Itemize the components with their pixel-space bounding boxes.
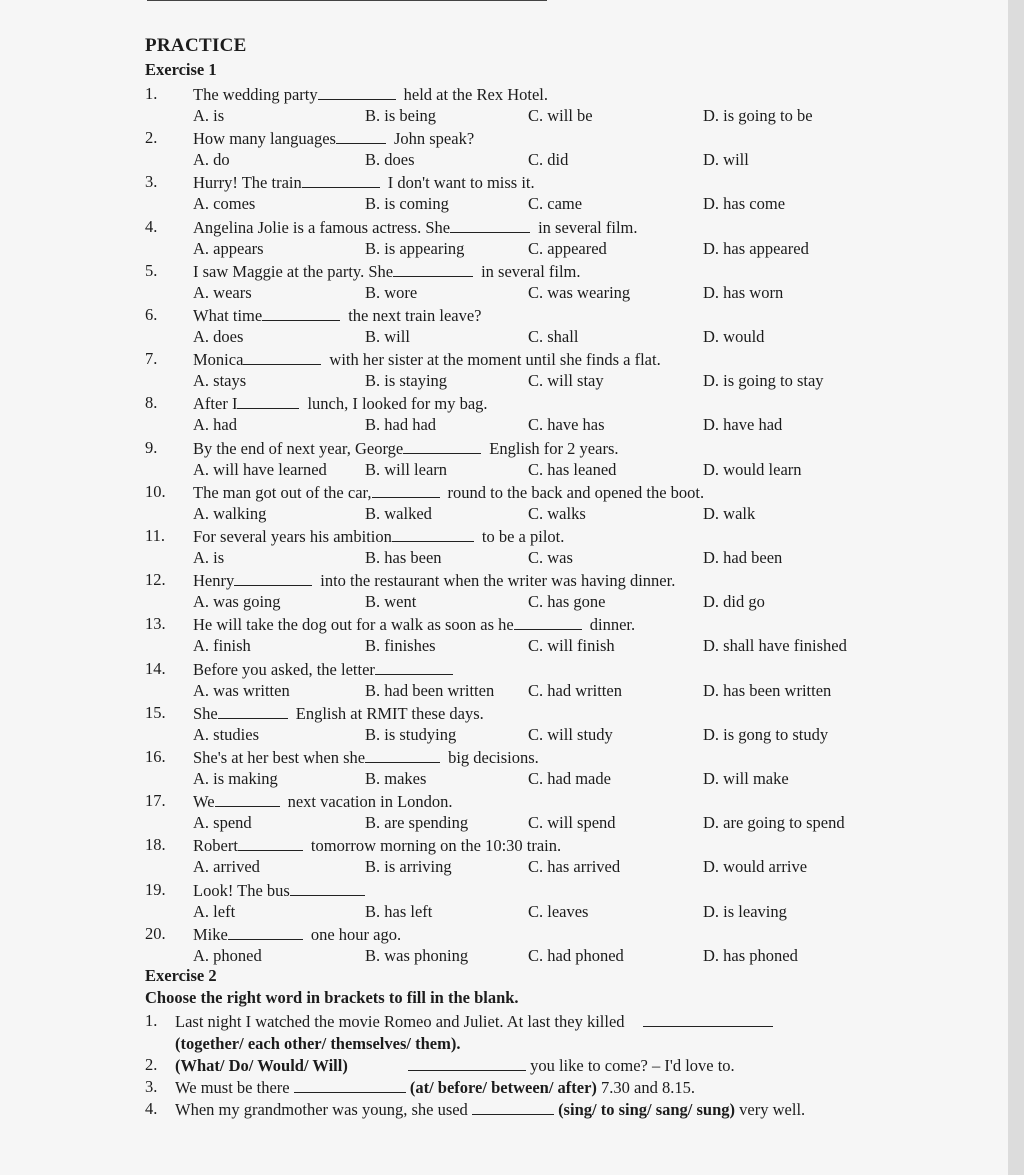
answer-blank[interactable] [643, 1010, 773, 1027]
option-c[interactable]: C. appeared [528, 238, 607, 258]
option-c[interactable]: C. walks [528, 503, 586, 523]
option-b[interactable]: B. is staying [365, 371, 448, 391]
question-text-end: the next train leave? [348, 306, 482, 325]
option-d[interactable]: D. would learn [703, 459, 802, 479]
option-c[interactable]: C. leaves [528, 901, 589, 921]
answer-blank[interactable] [302, 171, 380, 188]
answer-blank[interactable] [228, 923, 303, 940]
answer-blank[interactable] [234, 569, 312, 586]
question-text-end: dinner. [589, 615, 636, 635]
option-a[interactable]: A. left [193, 901, 236, 921]
answer-blank[interactable] [514, 613, 582, 630]
answer-blank[interactable] [238, 834, 303, 851]
question-number: 7. [145, 349, 158, 369]
question-14 [0, 658, 1008, 702]
question-stem [193, 746, 539, 769]
question-stem [193, 569, 675, 592]
question-text-end: to be a pilot. [481, 527, 565, 546]
question-18 [0, 834, 1008, 878]
question-number: 10. [145, 481, 166, 501]
question-stem [193, 437, 619, 460]
question-2 [0, 127, 1008, 171]
question-text: Before you asked, the letter [193, 659, 375, 679]
option-b[interactable]: B. has been [365, 548, 442, 567]
option-c[interactable]: C. will study [528, 724, 613, 744]
question-text: Hurry! The train [193, 173, 302, 193]
option-c[interactable]: C. had written [528, 680, 622, 700]
option-b[interactable]: B. is being [365, 106, 437, 125]
option-c[interactable]: C. has gone [528, 592, 606, 612]
option-d[interactable]: D. will [703, 150, 749, 170]
option-d[interactable]: D. have had [703, 415, 783, 435]
question-text: Look! The bus [193, 880, 290, 900]
question-stem [193, 127, 474, 150]
question-text-end: big decisions. [448, 748, 539, 767]
question-stem [193, 702, 484, 725]
ex2-item-text-end: 7.30 and 8.15. [601, 1078, 695, 1097]
ex2-item-options: (What/ Do/ Would/ Will) [175, 1056, 348, 1075]
option-b[interactable]: B. does [365, 150, 415, 170]
option-d[interactable]: D. had been [703, 548, 783, 567]
question-text: What time [193, 306, 263, 325]
option-a[interactable]: A. is making [193, 769, 278, 788]
question-text: He will take the dog out for a walk as soon as he [193, 615, 514, 635]
question-stem [193, 304, 482, 327]
ex2-item-1 [145, 1010, 875, 1055]
option-d[interactable]: D. walk [703, 503, 756, 523]
option-d[interactable]: D. is going to be [703, 106, 813, 125]
question-text: For several years his ambition [193, 527, 392, 546]
answer-blank[interactable] [262, 304, 340, 321]
question-stem [193, 481, 704, 504]
ex2-item-options: (at/ before/ between/ after) [409, 1078, 597, 1097]
question-text-end: next vacation in London. [287, 792, 453, 812]
answer-blank[interactable] [372, 481, 440, 498]
option-d[interactable]: D. would arrive [703, 857, 808, 877]
question-text: The man got out of the car, [193, 482, 372, 502]
option-b[interactable]: B. will [365, 327, 410, 346]
ex2-item-text-end: very well. [739, 1100, 806, 1119]
option-a[interactable]: A. wears [193, 282, 252, 302]
answer-blank[interactable] [408, 1054, 526, 1071]
question-text: After I [193, 394, 238, 414]
option-d[interactable]: D. is going to stay [703, 371, 824, 391]
question-stem [193, 216, 638, 239]
option-d[interactable]: D. did go [703, 592, 765, 612]
question-text: How many languages [193, 129, 336, 149]
question-text-end: John speak? [393, 129, 475, 149]
question-stem [193, 790, 453, 813]
option-a[interactable]: A. studies [193, 724, 259, 744]
answer-blank[interactable] [365, 746, 440, 763]
question-text-end: in several film. [538, 217, 638, 237]
option-b[interactable]: B. is coming [365, 194, 449, 214]
option-c[interactable]: C. came [528, 194, 583, 214]
answer-blank[interactable] [375, 658, 453, 675]
question-5 [0, 260, 1008, 304]
option-b[interactable]: B. has left [365, 901, 433, 921]
question-3 [0, 171, 1008, 215]
question-10 [0, 481, 1008, 525]
option-d[interactable]: D. shall have finished [703, 636, 847, 656]
option-d[interactable]: D. are going to spend [703, 813, 845, 833]
exercise-2-instruction: Choose the right word in brackets to fill in the blank. [145, 988, 519, 1007]
question-text-end: English at RMIT these days. [295, 703, 484, 723]
ex2-item-4 [145, 1098, 875, 1121]
ex2-item-text: Last night I watched the movie Romeo and Juliet. At last they killed [175, 1012, 625, 1031]
option-b[interactable]: B. finishes [365, 636, 436, 656]
option-a[interactable]: A. walking [193, 503, 267, 523]
option-a[interactable]: A. will have learned [193, 459, 327, 479]
answer-blank[interactable] [290, 879, 365, 896]
question-text-end: into the restaurant when the writer was having dinner. [320, 571, 676, 591]
option-a[interactable]: A. appears [193, 238, 264, 258]
option-d[interactable]: D. has worn [703, 282, 784, 302]
answer-blank[interactable] [237, 392, 299, 409]
question-20 [0, 923, 1008, 967]
option-c[interactable]: C. has arrived [528, 857, 621, 877]
question-stem [193, 260, 581, 283]
question-text-end: one hour ago. [310, 924, 402, 944]
question-6 [0, 304, 1008, 348]
question-stem [193, 392, 488, 415]
answer-blank[interactable] [393, 260, 473, 277]
question-number: 18. [145, 835, 166, 855]
question-15 [0, 702, 1008, 746]
option-a[interactable]: A. comes [193, 194, 256, 214]
question-text: She's at her best when she [193, 748, 366, 767]
ex2-item-number: 3. [145, 1077, 158, 1096]
question-text-end: held at the Rex Hotel. [403, 85, 548, 104]
top-rule [147, 0, 547, 1]
option-c[interactable]: C. will stay [528, 371, 604, 391]
option-a[interactable]: A. was going [193, 592, 281, 612]
option-a[interactable]: A. is [193, 106, 225, 125]
question-4 [0, 216, 1008, 260]
question-stem [193, 525, 564, 548]
question-stem [193, 834, 561, 857]
ex2-item-3 [145, 1076, 875, 1099]
answer-blank[interactable] [403, 437, 481, 454]
question-text: Henry [193, 571, 235, 591]
option-b[interactable]: B. had been written [365, 680, 495, 700]
question-number: 19. [145, 879, 166, 899]
ex2-item-number: 4. [145, 1099, 158, 1118]
question-number: 5. [145, 260, 158, 280]
question-8 [0, 392, 1008, 436]
question-number: 20. [145, 923, 166, 943]
option-d[interactable]: D. is leaving [703, 901, 787, 921]
question-text: Mike [193, 924, 228, 944]
option-b[interactable]: B. will learn [365, 459, 448, 479]
question-number: 16. [145, 747, 166, 766]
option-a[interactable]: A. do [193, 150, 230, 170]
question-stem [193, 923, 401, 946]
question-text-end: I don't want to miss it. [387, 173, 535, 193]
option-b[interactable]: B. went [365, 592, 417, 612]
page-title: PRACTICE [145, 35, 247, 56]
question-text: By the end of next year, George [193, 438, 404, 458]
ex2-item-number: 2. [145, 1055, 158, 1074]
question-13 [0, 613, 1008, 657]
question-number: 8. [145, 393, 158, 413]
question-7 [0, 348, 1008, 392]
option-a[interactable]: A. had [193, 415, 237, 435]
option-c[interactable]: C. did [528, 150, 569, 170]
question-17 [0, 790, 1008, 834]
ex2-item-text: When my grandmother was young, she used [175, 1100, 468, 1119]
question-stem [193, 879, 373, 902]
question-text: Robert [193, 836, 238, 856]
question-19 [0, 879, 1008, 923]
question-stem [193, 83, 548, 106]
ex2-item-text: We must be there [175, 1078, 290, 1097]
exercise-2-title: Exercise 2 [145, 966, 217, 985]
option-c[interactable]: C. has leaned [528, 459, 617, 479]
option-a[interactable]: A. arrived [193, 857, 260, 877]
option-d[interactable]: D. has come [703, 194, 786, 214]
option-c[interactable]: C. have has [528, 415, 605, 435]
option-c[interactable]: C. will be [528, 106, 593, 125]
question-number: 11. [145, 526, 166, 545]
question-number: 6. [145, 305, 158, 324]
question-number: 17. [145, 791, 166, 811]
option-b[interactable]: B. are spending [365, 813, 469, 833]
option-d[interactable]: D. has been written [703, 680, 832, 700]
question-16 [0, 746, 1008, 790]
option-b[interactable]: B. was phoning [365, 945, 469, 965]
question-number: 1. [145, 84, 158, 103]
ex2-item-number: 1. [145, 1011, 158, 1030]
option-c[interactable]: C. will finish [528, 636, 615, 656]
option-d[interactable]: D. is gong to study [703, 724, 829, 744]
answer-blank[interactable] [450, 216, 530, 233]
answer-blank[interactable] [218, 702, 288, 719]
question-stem [193, 613, 635, 636]
question-number: 15. [145, 702, 166, 722]
option-d[interactable]: D. has appeared [703, 238, 809, 258]
option-b[interactable]: B. is appearing [365, 238, 465, 258]
answer-blank[interactable] [215, 790, 280, 807]
option-a[interactable]: A. phoned [193, 945, 262, 965]
ex2-item-options: (together/ each other/ themselves/ them). [175, 1034, 461, 1053]
question-text-end: round to the back and opened the boot. [447, 482, 705, 502]
option-d[interactable]: D. has phoned [703, 945, 798, 965]
ex2-item-text: you like to come? – I'd love to. [530, 1056, 735, 1075]
option-b[interactable]: B. is studying [365, 724, 457, 744]
option-c[interactable]: C. was [528, 548, 573, 567]
option-a[interactable]: A. was written [193, 680, 290, 700]
question-text: The wedding party [193, 85, 318, 104]
option-b[interactable]: B. makes [365, 769, 427, 788]
ex2-item-options: (sing/ to sing/ sang/ sung) [558, 1100, 736, 1119]
question-stem [193, 658, 461, 681]
option-d[interactable]: D. would [703, 327, 765, 346]
question-number: 3. [145, 172, 158, 192]
exercise-1-title: Exercise 1 [145, 60, 217, 79]
question-text-end: with her sister at the moment until she finds a flat. [329, 350, 661, 370]
answer-blank[interactable] [243, 348, 321, 365]
question-12 [0, 569, 1008, 613]
option-b[interactable]: B. walked [365, 503, 432, 523]
question-text: Angelina Jolie is a famous actress. She [193, 217, 451, 237]
answer-blank[interactable] [318, 83, 396, 100]
option-c[interactable]: C. will spend [528, 813, 616, 833]
option-b[interactable]: B. is arriving [365, 857, 452, 877]
question-9 [0, 437, 1008, 481]
answer-blank[interactable] [472, 1098, 554, 1115]
question-number: 9. [145, 437, 158, 457]
option-c[interactable]: C. was wearing [528, 282, 631, 302]
question-number: 12. [145, 570, 166, 590]
ex2-item-2 [145, 1054, 875, 1077]
question-text: I saw Maggie at the party. She [193, 261, 394, 281]
option-c[interactable]: C. had phoned [528, 945, 624, 965]
question-text-end: tomorrow morning on the 10:30 train. [310, 836, 562, 856]
option-b[interactable]: B. had had [365, 415, 437, 435]
page-edge [1008, 0, 1024, 1175]
question-stem [193, 348, 661, 371]
question-number: 14. [145, 658, 166, 678]
option-c[interactable]: C. had made [528, 769, 611, 788]
question-stem [193, 171, 535, 194]
answer-blank[interactable] [336, 127, 386, 144]
question-text: We [193, 792, 215, 812]
option-a[interactable]: A. stays [193, 371, 247, 391]
option-a[interactable]: A. finish [193, 636, 251, 656]
option-b[interactable]: B. wore [365, 282, 418, 302]
option-a[interactable]: A. spend [193, 813, 252, 833]
option-a[interactable]: A. does [193, 327, 244, 346]
question-text: She [193, 703, 218, 723]
question-11 [0, 525, 1008, 569]
answer-blank[interactable] [392, 525, 474, 542]
question-text: Monica [193, 350, 244, 370]
question-number: 13. [145, 614, 166, 634]
option-c[interactable]: C. shall [528, 327, 579, 346]
option-d[interactable]: D. will make [703, 769, 789, 788]
answer-blank[interactable] [294, 1076, 406, 1093]
question-number: 2. [145, 128, 158, 148]
question-1 [0, 83, 1008, 127]
question-text-end: lunch, I looked for my bag. [307, 394, 488, 414]
question-number: 4. [145, 216, 158, 236]
question-text-end: in several film. [481, 261, 581, 281]
option-a[interactable]: A. is [193, 548, 225, 567]
question-text-end: English for 2 years. [489, 438, 619, 458]
